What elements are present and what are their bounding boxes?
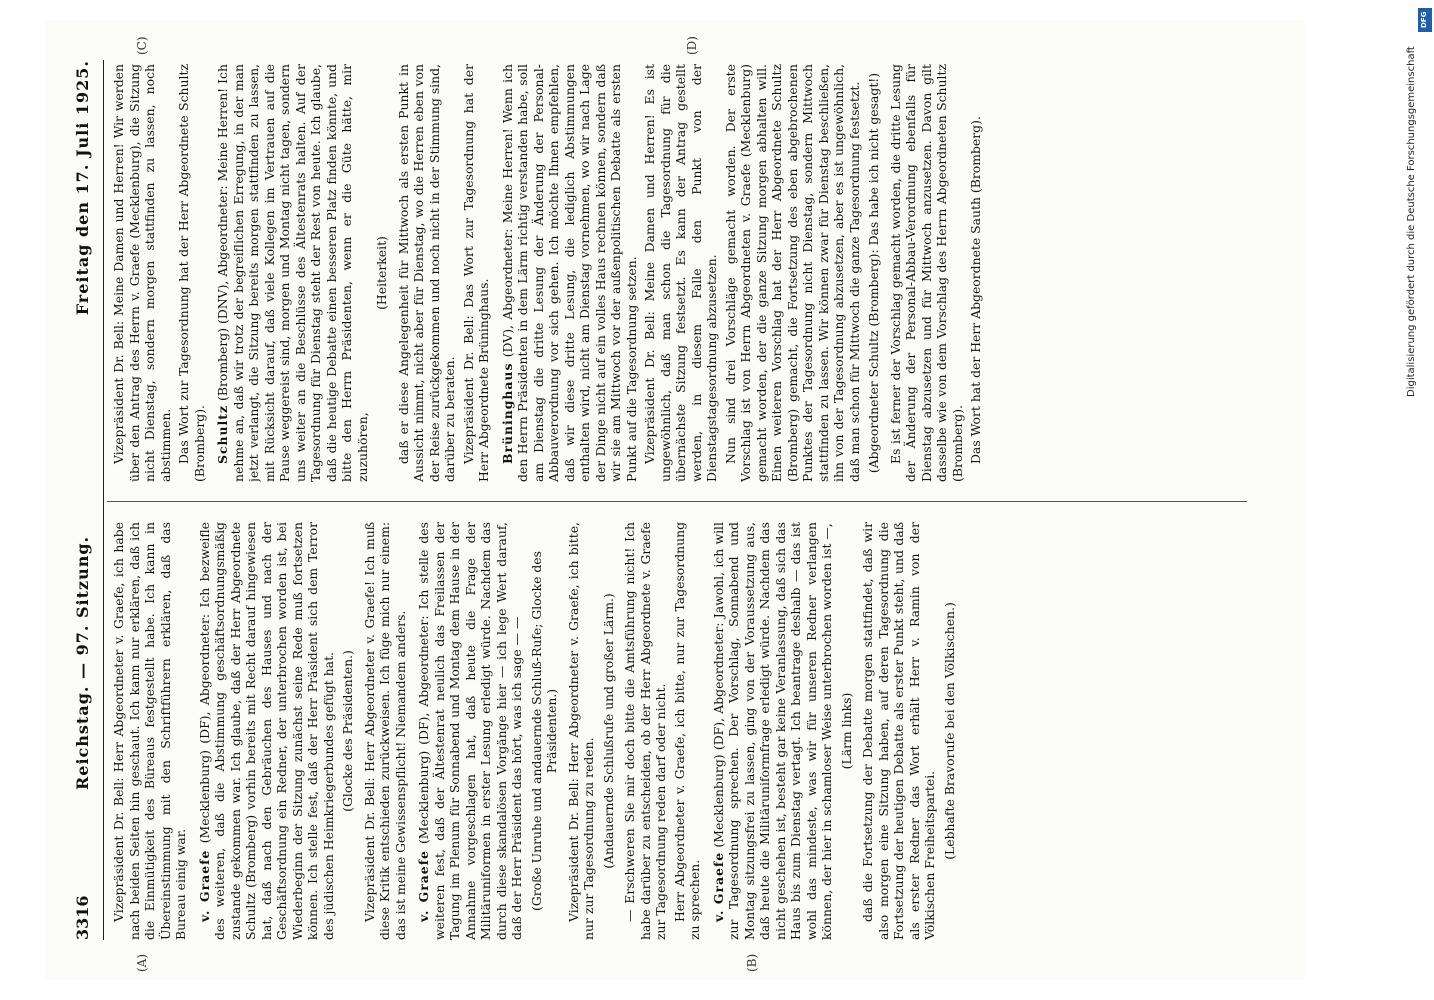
interjection: (Heiterkeit) [374,236,389,310]
speaker-name: Schultz [215,405,230,464]
speech-paragraph: Das Wort zur Tagesordnung hat der Herr Abgeordnete Schultz (Bromberg). [176,64,207,482]
logo-text: DFG [1420,11,1428,28]
right-column [111,64,1261,482]
speech-paragraph: Das Wort hat der Herr Abgeordnete Sauth (Bromberg). [968,116,983,464]
speech-text: (Mecklenburg) (DF), Abgeordneter: Ich stelle des weiteren fest, daß der Ältestenrat neulich das Freilassen der Tagung im Plenum für Sonnabend und Montag dem Hause in der Annahme vorgeschlagen hat, daß heute die Frage der Militäruniformen in erster Lesung erledigt würde. Nachdem das durch diese skandalösen Vorgänge hier — ich lege Wert darauf, daß der Herr Präsident das hört, was ich sage — — [416,522,524,940]
margin-mark-d: (D) [685,36,699,55]
speech-paragraph [215,64,370,482]
interjection: (Lärm links) [838,692,854,770]
page-header [73,60,104,940]
speaker-name: Brüninghaus [499,362,515,464]
speech-paragraph: Vizepräsident Dr. Bell: Meine Damen und Herren! Es ist ungewöhnlich, daß man schon die Tagesordnung für die übernächste Sitzung festsetzt. Es kann der Antrag gestellt werden, in diesem Falle den Punkt von der Dienstagstagesordnung abzusetzen. [642,64,719,482]
speaker-name: v. Graefe [416,850,431,922]
speech-paragraph: daß er diese Angelegenheit für Mittwoch als ersten Punkt in Aussicht nimmt, nicht aber für Dienstag, wo die Herren eben von der Reise zurückgekommen und noch nicht in der Stimmung sind, darüber zu beraten. [395,64,457,482]
speech-paragraph [711,522,835,940]
interjection: (Abgeordneter Schultz (Bromberg): Das habe ich nicht gesagt!) [866,72,881,474]
speech-paragraph: Nun sind drei Vorschläge gemacht worden. Der erste Vorschlag ist von Herrn Abgeordneten v. Graefe (Mecklenburg) gemacht worden, der die ganze Sitzung morgen abhalten will. Einen weiteren Vorschlag hat der Herr Abgeordnete Schultz (Bromberg) gemacht, die Fortsetzung des eben abgebrochenen Punktes der Tagesordnung nicht Dienstag, sondern Mittwoch stattfinden zu lassen. Wir können zwar für Dienstag beschließen, ihn von der Tagesordnung abzusetzen, aber es ist ungewöhnlich, daß man schon für Mittwoch die ganze Tagesordnung festsetzt. [722,64,862,482]
session-date: Freitag den 17. Juli 1925. [73,60,92,316]
speech-paragraph: daß die Fortsetzung der Debatte morgen stattfindet, daß wir also morgen eine Sitzung haben, auf deren Tagesordnung die Fortsetzung der heutigen Debatte als erster Punkt steht, und daß als erster Redner das Wort erhält Herr v. Ramin von der Völkischen Freiheitspartei. [860,522,937,940]
speech-paragraph: Vizepräsident Dr. Bell: Das Wort zur Tagesordnung hat der Herr Abgeordnete Brüninghaus. [460,64,491,482]
speaker-name: v. Graefe [196,849,212,922]
speech-text: (Bromberg) (DNV), Abgeordneter: Meine Herren! Ich nehme an, daß wir trotz der begreiflichen Erregung, in der man jetzt verlangt, die Sitzung bereits morgen stattfinden zu lassen, mit Rücksicht darauf, daß viele Kollegen im Vertrauen auf die Pause weggereist sind, morgen und Montag nicht tagen, sondern uns weiter an die Beschlüsse des Ältestenrats halten. Auf der Tagesordnung für Dienstag steht der Rest von heute. Ich glaube, daß die heutige Debatte einen besseren Platz finden könnte, und bitte den Herrn Präsidenten, wenn er die Güte hätte, mir zuzuhören, [215,64,370,482]
speech-paragraph: — Erschweren Sie mir doch bitte die Amtsführung nicht! Ich habe darüber zu entscheiden, ob der Herr Abgeordnete v. Graefe zur Tagesordnung reden darf oder nicht. [622,522,668,940]
speech-paragraph: Es ist ferner der Vorschlag gemacht worden, die dritte Lesung der Änderung der Personal-Abbau-Verordnung ebenfalls für Dienstag abzusetzen und für Mittwoch anzusetzen. Davon gilt dasselbe wie von dem Vorschlag des Herrn Abgeordneten Schultz (Bromberg). [887,64,965,482]
speech-text: (Mecklenburg) (DF), Abgeordneter: Jawohl, ich will zur Tagesordnung sprechen. Der Vorschlag, Sonnabend und Montag sitzungsfrei zu lassen, ging von der Voraussetzung aus, daß heute die Militäruniformfrage erledigt würde. Nachdem das nicht geschehen ist, besteht gar keine Veranlassung, daß sich das Haus bis zum Dienstag vertagt. Ich beantrage deshalb — das ist wohl das mindeste, was wir für unseren Redner verlangen können, der hier in schamloser Weise unterbrochen worden ist —, [710,522,834,940]
dfg-logo [1418,8,1432,32]
speech-paragraph [416,522,525,940]
margin-mark-a: (A) [135,953,149,972]
speech-paragraph: Vizepräsident Dr. Bell: Herr Abgeordneter v. Graefe, ich habe nach beiden Seiten hin geschaut. Ich kann nur erklären, daß ich die Einmütigkeit des Büreaus festgestellt habe. Ich kann in Übereinstimmung mit den Schriftführern erklären, daß das Bureau einig war. [111,522,188,940]
interjection: (Glocke des Präsidenten.) [340,650,355,812]
speech-paragraph [500,64,640,482]
speech-paragraph: Herr Abgeordneter v. Graefe, ich bitte, nur zur Tagesordnung zu sprechen. [671,522,702,940]
page-number: 3316 [73,895,92,940]
speaker-name: v. Graefe [710,851,726,922]
interjection: (Große Unruhe und andauernde Schluß-Rufe; Glocke des Präsidenten.) [528,551,559,911]
digitization-credit [1400,5,1424,995]
speech-paragraph: Vizepräsident Dr. Bell: Herr Abgeordneter v. Graefe, ich bitte, nur zur Tagesordnung zu reden. [565,522,596,940]
credit-text: Digitalisierung gefördert durch die Deutsche Forschungsgemeinschaft [1406,46,1417,397]
session-title: Reichstag. — 97. Sitzung. [73,535,92,790]
speech-text: (DV), Abgeordneter: Meine Herren! Wenn ich den Herrn Präsidenten in dem Lärm richtig verstanden habe, soll am Dienstag die dritte Lesung der Änderung der Personal-Abbauverordnung vor sich gehen. Ich möchte Ihnen empfehlen, daß wir diese dritte Lesung, die lediglich Abstimmungen enthalten wird, nicht am Dienstag vornehmen, wo wir nach Lage der Dinge nicht auf ein volles Haus rechnen können, sondern daß wir sie am Mittwoch vor der außenpolitischen Debatte als ersten Punkt auf die Tagesordnung setzen. [499,64,639,482]
margin-mark-c: (C) [135,36,149,55]
column-divider [107,501,1247,502]
left-column [111,522,1261,940]
speech-text: (Mecklenburg) (DF), Abgeordneter: Ich bezweifle des weiteren, daß die Abstimmung geschäftsordnungsmäßig zustande gekommen war. Ich glaube, daß der Herr Abgeordnete Schultz (Bromberg) vorhin bereits mit Recht darauf hingewiesen hat, daß nach den Gebräuchen des Hauses und nach der Geschäftsordnung ein Redner, der unterbrochen worden ist, bei Wiederbeginn der Sitzung zunächst seine Rede muß fortsetzen können. Ich stelle fest, daß der Herr Präsident sich dem Terror des jüdischen Heimkriegerbundes gefügt hat. [196,522,336,940]
interjection: (Lebhafte Bravorufe bei den Völkischen.) [941,602,957,860]
speech-paragraph: Vizepräsident Dr. Bell: Herr Abgeordneter v. Graefe! Ich muß diese Kritik entschieden zurückweisen. Ich füge mich nur einem: das ist meine Gewissenspflicht! Niemandem anders. [361,522,408,940]
speech-paragraph: Vizepräsident Dr. Bell: Meine Damen und Herren! Wir werden über den Antrag des Herrn v. Graefe (Mecklenburg), die Sitzung nicht Dienstag, sondern morgen stattfinden zu lassen, noch abstimmen. [111,64,173,482]
speech-paragraph [197,522,337,940]
interjection: (Andauernde Schlußrufe und großer Lärm.) [600,593,616,869]
margin-mark-b: (B) [745,953,759,972]
document-page [45,20,1305,980]
